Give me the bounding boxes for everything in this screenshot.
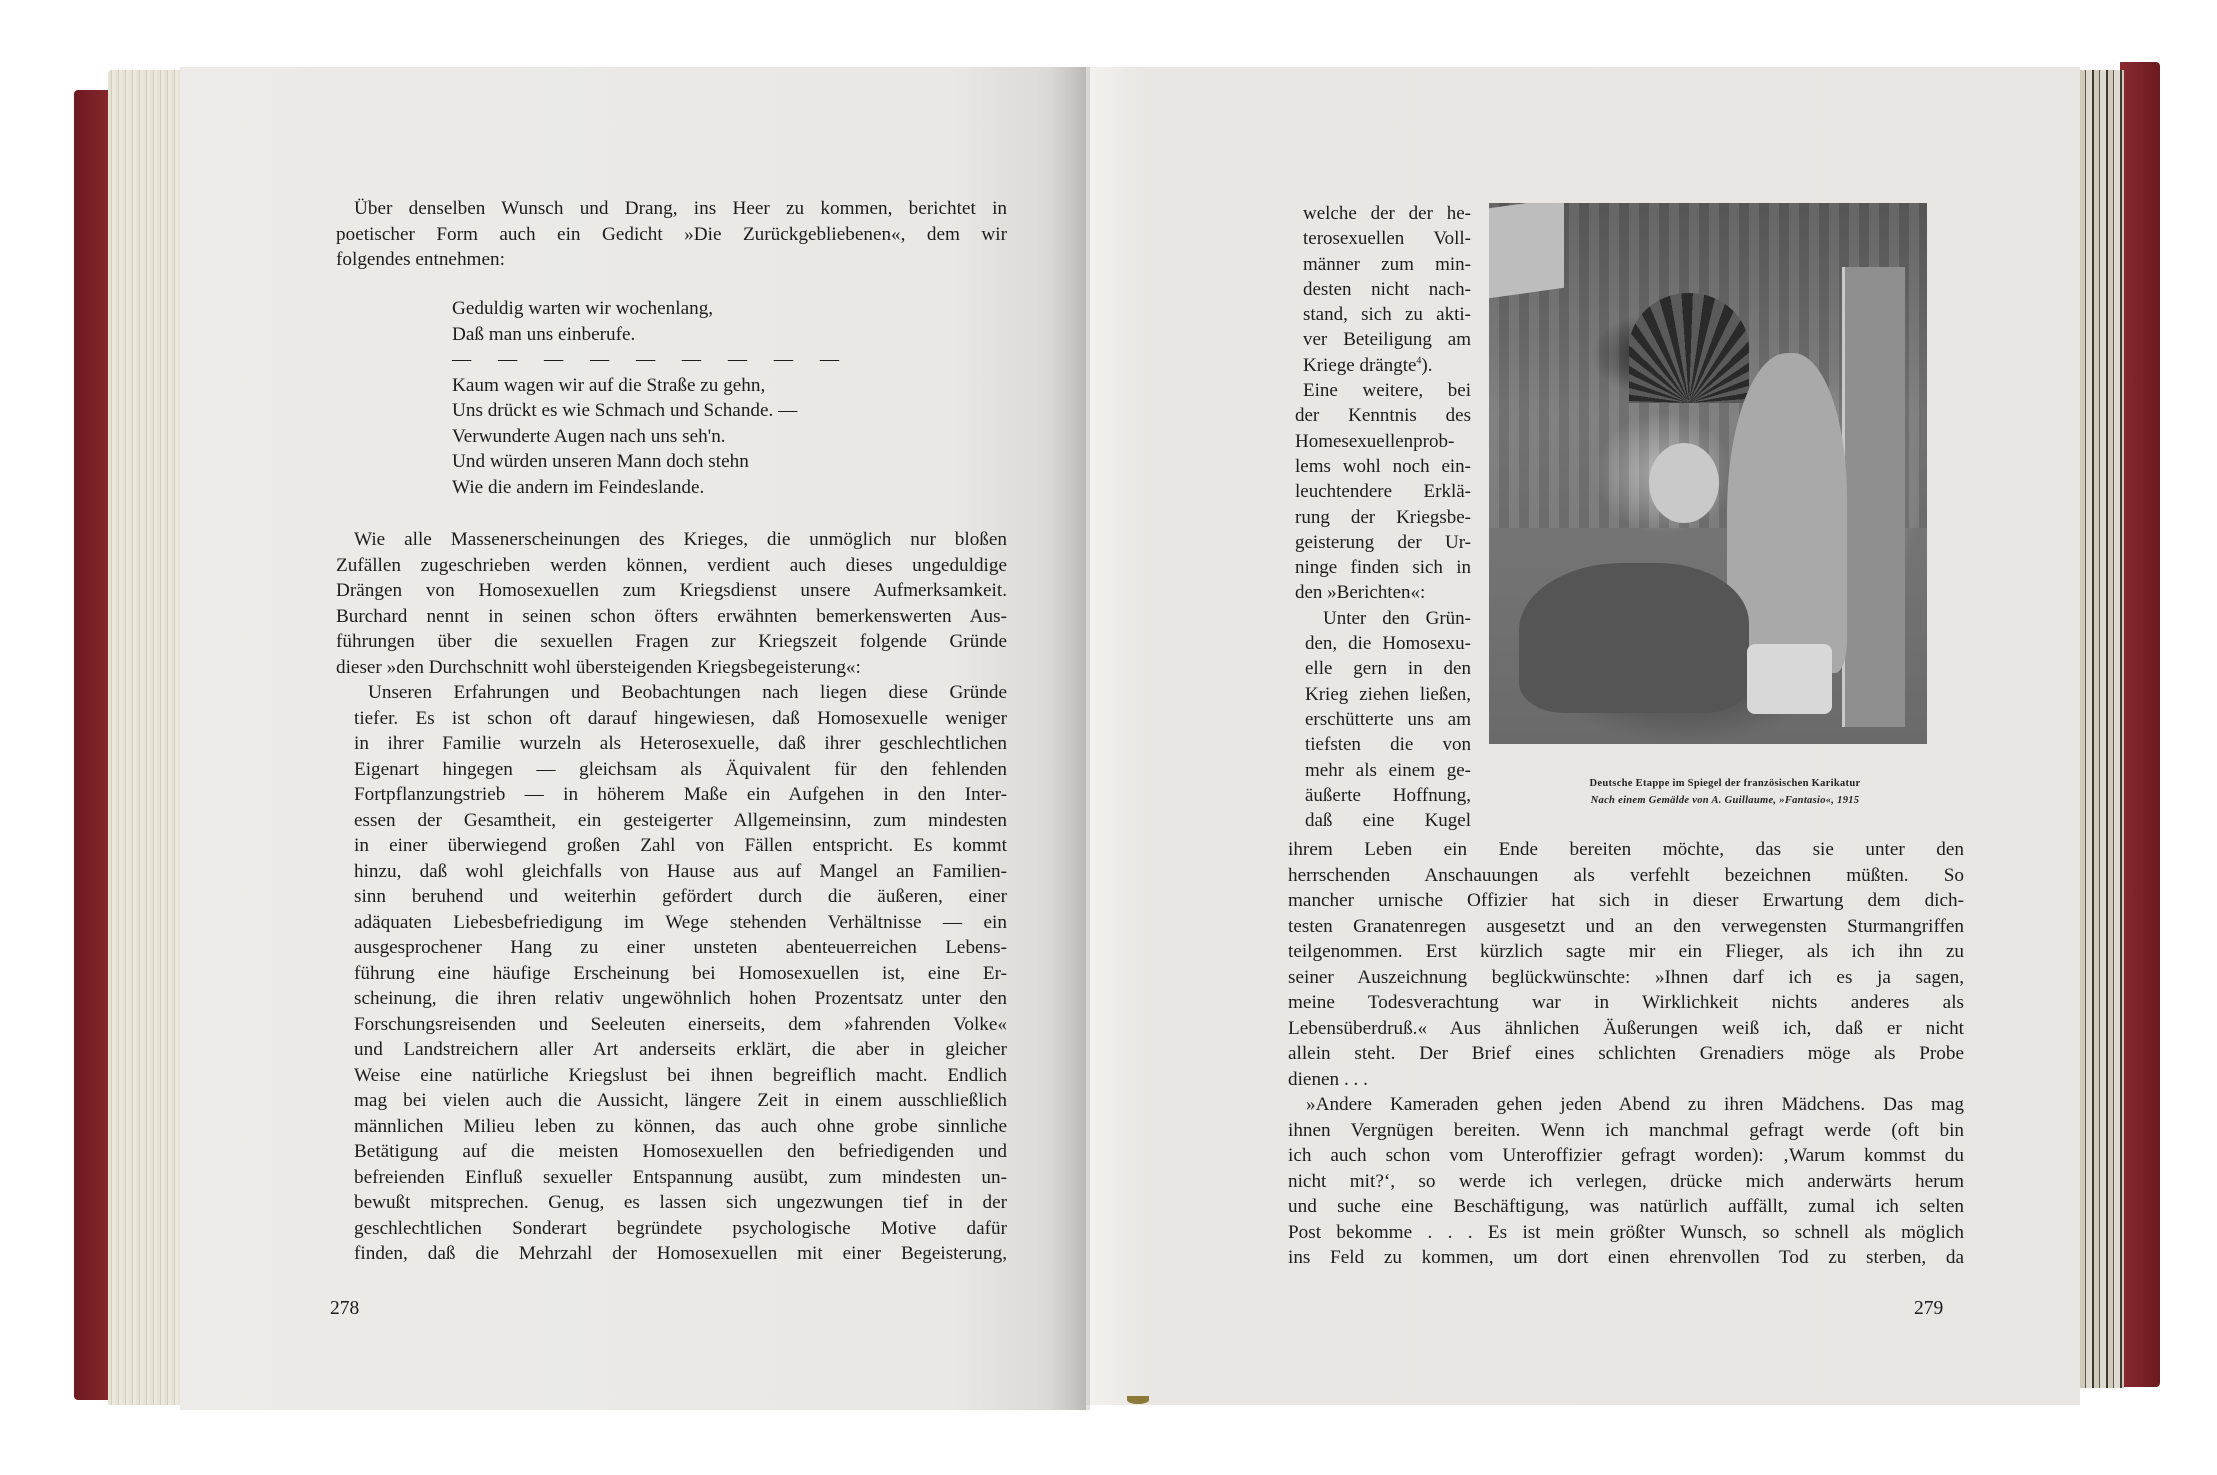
text-line: dienen . . .: [1288, 1068, 1368, 1090]
text-line: meine Todesverachtung war in Wirklichkeit nichts anderes als: [1288, 992, 1964, 1013]
text-line: leuchtendere Erklä-: [1295, 481, 1471, 503]
verse-line: Wie die andern im Feindeslande.: [452, 476, 705, 498]
page-number-left: 278: [330, 1298, 360, 1319]
text-line: führungen über die sexuellen Fragen zur Kriegszeit folgende Gründe: [336, 631, 1007, 652]
verse-line: Verwunderte Augen nach uns seh'n.: [452, 425, 726, 447]
text-line: ninge finden sich in: [1295, 557, 1471, 579]
text-line: und Landstreichern aller Art anderseits erklärt, die aber in gleicher: [354, 1039, 1007, 1060]
text-line: Homesexuellenprob-: [1295, 430, 1455, 452]
text-line: ver Beteiligung am: [1303, 329, 1471, 351]
text-line: in ihrer Familie wurzeln als Heterosexuelle, daß ihrer geschlechtlichen: [354, 733, 1007, 754]
block-quote: [354, 680, 1007, 1267]
text-line: terosexuellen Voll-: [1303, 228, 1471, 250]
text-line: essen der Gesamtheit, ein gesteigerter Allgemeinsinn, zum mindesten: [354, 809, 1007, 831]
verse-line: Und würden unseren Mann doch stehn: [452, 451, 749, 472]
text-line: sinn beruhend und weiterhin gefördert durch die äußeren, einer: [354, 886, 1007, 907]
text-line: finden, daß die Mehrzahl der Homosexuellen mit einer Begeisterung,: [354, 1243, 1007, 1264]
text-fragment: Kriege drängte: [1303, 354, 1417, 376]
text-line: hinzu, daß wohl gleichfalls von Hause aus auf Mangel an Familien-: [354, 860, 1007, 882]
text-line: Forschungsreisenden und Seeleuten einerseits, dem »fahrenden Volke«: [354, 1013, 1007, 1035]
text-line: mehr als einem ge-: [1305, 759, 1471, 781]
bookmark-ribbon: [1127, 1396, 1149, 1404]
text-line: erschütterte uns am: [1305, 708, 1471, 730]
verse-line: Daß man uns einberufe.: [452, 323, 636, 345]
text-line: und suche eine Beschäftigung, was natürlich auffällt, zumal ich selten: [1288, 1196, 1964, 1217]
text-line: geisterung der Ur-: [1295, 531, 1471, 553]
caption-source: Nach einem Gemälde von A. Guillaume, »Fantasio«, 1915: [1590, 795, 1860, 806]
text-line: allein steht. Der Brief eines schlichten Grenadiers möge als Probe: [1288, 1043, 1964, 1064]
text-line: ins Feld zu kommen, um dort einen ehrenvollen Tod zu sterben, da: [1288, 1247, 1964, 1268]
text-line: adäquaten Liebesbefriedigung im Wege stehenden Verhältnisse — ein: [354, 911, 1007, 933]
text-line: Unseren Erfahrungen und Beobachtungen nach liegen diese Gründe: [368, 682, 1007, 703]
narrow-column-text: [1295, 201, 1471, 833]
illustration-fan: [1629, 293, 1749, 403]
text-line: Drängen von Homosexuellen zum Kriegsdienst unsere Aufmerksamkeit.: [336, 580, 1007, 601]
text-fragment: ).: [1421, 354, 1433, 376]
verse-line: Kaum wagen wir auf die Straße zu gehn,: [452, 374, 766, 396]
figure-caption: [1540, 775, 1910, 809]
text-line: Weise eine natürliche Kriegslust bei ihnen begreiflich macht. Endlich: [354, 1064, 1007, 1086]
text-line: mag bei vielen auch die Aussicht, längere Zeit in einem ausschließlich: [354, 1090, 1007, 1111]
text-line: männer zum min-: [1303, 253, 1471, 275]
text-line: Eine weitere, bei: [1303, 380, 1471, 402]
text-line: Wie alle Massenerscheinungen des Krieges, die unmöglich nur bloßen: [354, 529, 1007, 550]
text-line: ausgesprochener Hang zu einer unsteten abenteuerreichen Lebens-: [354, 937, 1007, 958]
caption-title: Deutsche Etappe im Spiegel der französischen Karikatur: [1589, 778, 1861, 789]
verse-line: Uns drückt es wie Schmach und Schande. —: [452, 400, 798, 421]
letter-quote: [1288, 1092, 1964, 1271]
text-line: lems wohl noch ein-: [1295, 455, 1471, 477]
book-gutter: [1050, 67, 1090, 1410]
text-line: geschlechtlichen Sonderart begründete psychologische Motive dafür: [354, 1217, 1007, 1239]
text-line: Eigenart hingegen — gleichsam als Äquivalent für den fehlenden: [354, 758, 1007, 780]
text-line: Zufällen zugeschrieben werden können, verdient auch dieses ungeduldige: [336, 554, 1007, 576]
text-line: dieser »den Durchschnitt wohl übersteigenden Kriegsbegeisterung«:: [336, 656, 861, 678]
verse-separator: — — — — — — — — —: [452, 349, 840, 370]
text-line: tiefer. Es ist schon oft darauf hingewiesen, daß Homosexuelle weniger: [354, 707, 1007, 729]
footnote-marker[interactable]: 4: [1416, 355, 1422, 367]
text-line: elle gern in den: [1305, 658, 1471, 680]
text-line-footnote: [1295, 353, 1471, 378]
right-body-paragraph: [1288, 837, 1964, 1092]
text-line: testen Granatenregen ausgesetzt und an den verwegensten Sturmangriffen: [1288, 915, 1964, 937]
text-line: Lebensüberdruß.« Aus ähnlichen Äußerungen weiß ich, daß er nicht: [1288, 1017, 1964, 1039]
text-line: mancher urnische Offizier hat sich in dieser Erwartung dem dich-: [1288, 890, 1964, 911]
text-line: nicht mit?‘, so werde ich verlegen, drücke mich anderwärts herum: [1288, 1170, 1964, 1192]
text-line: Krieg ziehen ließen,: [1305, 683, 1471, 705]
text-line: Unter den Grün-: [1323, 607, 1471, 629]
text-line: Burchard nennt in seinen schon öfters erwähnten bemerkenswerten Aus-: [336, 605, 1007, 627]
text-line: männlichen Milieu leben zu können, das auch ohne grobe sinnliche: [354, 1115, 1007, 1137]
intro-paragraph: [336, 196, 1007, 273]
text-line: führung eine häufige Erscheinung bei Homosexuellen ist, eine Er-: [354, 962, 1007, 984]
text-line: seiner Auszeichnung beglückwünschte: »Ihnen darf ich es ja sagen,: [1288, 966, 1964, 988]
text-line: bewußt mitsprechen. Genug, es lassen sich ungezwungen tief in der: [354, 1192, 1007, 1213]
text-line: befreienden Einfluß sexueller Entspannung ausübt, zum mindesten un-: [354, 1166, 1007, 1188]
text-line: Betätigung auf die meisten Homosexuellen den befriedigenden und: [354, 1141, 1007, 1162]
text-line: poetischer Form auch ein Gedicht »Die Zurückgebliebenen«, dem wir: [336, 223, 1007, 245]
text-line: »Andere Kameraden gehen jeden Abend zu ihren Mädchens. Das mag: [1306, 1094, 1964, 1115]
text-line: der Kenntnis des: [1295, 405, 1471, 427]
body-paragraph: [336, 527, 1007, 680]
text-line: ihrem Leben ein Ende bereiten möchte, das sie unter den: [1288, 839, 1964, 860]
text-line: desten nicht nach-: [1303, 278, 1471, 300]
text-line: folgendes entnehmen:: [336, 249, 505, 270]
text-line: ich auch schon vom Unteroffizier gefragt worden): ‚Warum kommst du: [1288, 1145, 1964, 1166]
text-line: Über denselben Wunsch und Drang, ins Heer zu kommen, berichtet in: [354, 198, 1007, 219]
book-cover-right: [2120, 62, 2160, 1387]
page-edges-left: [108, 70, 188, 1405]
illustration-figure-head: [1649, 443, 1719, 523]
text-line: den, die Homosexu-: [1305, 633, 1471, 655]
text-line: ihnen Vergnügen bereiten. Wenn ich manchmal gefragt werde (oft bin: [1288, 1119, 1964, 1141]
text-line: Post bekomme . . . Es ist mein größter Wunsch, so schnell als möglich: [1288, 1221, 1964, 1243]
text-line: stand, sich zu akti-: [1303, 304, 1471, 326]
page-number-right: 279: [1914, 1298, 1944, 1319]
illustration-sign: [1489, 203, 1564, 298]
text-line: den »Berichten«:: [1295, 582, 1426, 604]
illustration-pail: [1747, 644, 1832, 714]
illustration-screen: [1842, 267, 1905, 727]
text-line: äußerte Hoffnung,: [1305, 784, 1471, 806]
text-line: rung der Kriegsbe-: [1295, 506, 1471, 528]
text-line: tiefsten die von: [1305, 734, 1471, 756]
text-line: in einer überwiegend großen Zahl von Fällen entspricht. Es kommt: [354, 835, 1007, 856]
poem: [452, 296, 839, 500]
text-line: scheinung, die ihren relativ ungewöhnlich hohen Prozentsatz unter den: [354, 988, 1007, 1009]
text-line: daß eine Kugel: [1305, 810, 1471, 832]
verse-line: Geduldig warten wir wochenlang,: [452, 298, 714, 319]
text-line: teilgenommen. Erst kürzlich sagte mir ein Flieger, als ich ihn zu: [1288, 941, 1964, 962]
caricature-illustration: [1489, 203, 1927, 744]
text-line: welche der der he-: [1303, 203, 1471, 224]
text-line: herrschenden Anschauungen als verfehlt bezeichnen müßten. So: [1288, 864, 1964, 886]
illustration-figure-soldier: [1519, 563, 1749, 713]
text-line: Fortpflanzungstrieb — in höherem Maße ein Aufgehen in den Inter-: [354, 784, 1007, 805]
